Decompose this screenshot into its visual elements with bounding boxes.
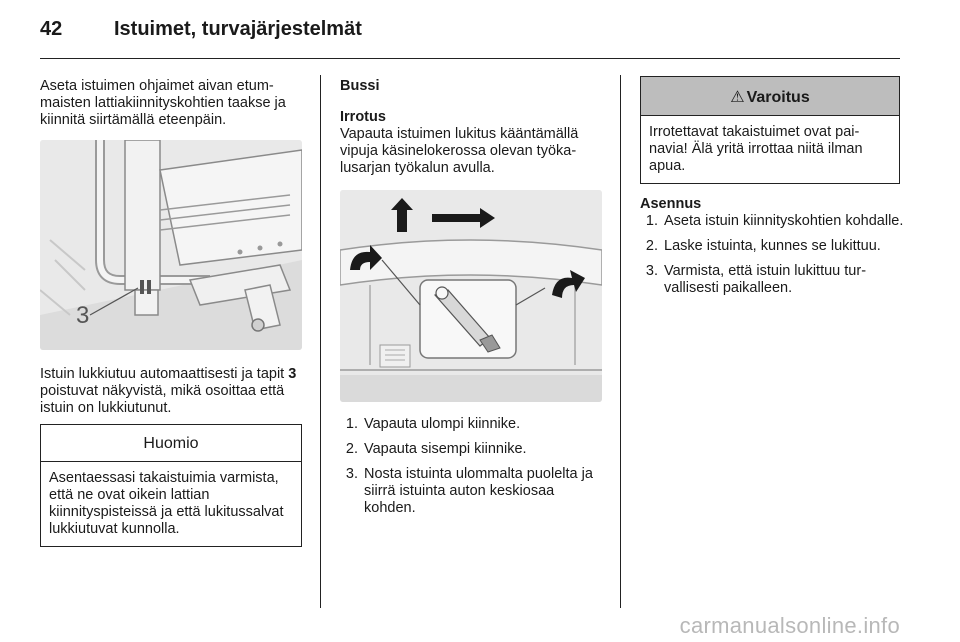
intro-paragraph: Aseta istuimen ohjaimet aivan etummaisten lattiakiinnityskohtien taakse ja kiinnitä siirtämällä eteenpäin.: [40, 78, 286, 128]
warning-box: [640, 76, 900, 184]
column-divider-1: [320, 75, 321, 608]
list-item: 2. Laske istuinta, kunnes se lukittuu.: [645, 238, 881, 254]
removal-title: Irrotus: [340, 109, 386, 125]
page-number: 42: [40, 18, 63, 40]
install-title: Asennus: [640, 196, 702, 212]
install-section: [640, 196, 904, 305]
note-title: Huomio: [41, 425, 301, 462]
warning-triangle-icon: ⚠: [730, 89, 745, 106]
column-divider-2: [620, 75, 621, 608]
callout-reference: 3: [288, 366, 297, 382]
lock-paragraph: Istuin lukkiutuu automaattisesti ja tapit 3 poistuvat näkyvistä, mikä osoittaa että istuin on lukkiutunut.: [40, 366, 297, 416]
site-watermark: carmanualsonline.info: [679, 613, 900, 638]
seat-release-drawing: [340, 190, 602, 402]
list-item: 3. Nosta istuinta ulommalta puolelta ja siirrä istuinta auton keskiosaa kohden.: [345, 466, 593, 516]
header-rule: [40, 58, 900, 59]
list-item: 3. Varmista, että istuin lukittuu turvallisesti paikalleen.: [645, 263, 867, 296]
seat-release-illustration: [340, 190, 602, 402]
warning-body: Irrotettavat takaistuimet ovat painavia! Älä yritä irrottaa niitä ilman apua.: [649, 124, 863, 174]
column-2: [340, 78, 602, 177]
note-box: [40, 424, 302, 547]
warning-title: Varoitus: [746, 89, 810, 106]
figure-callout-3: 3: [76, 302, 90, 329]
removal-text: Vapauta istuimen lukitus kääntämällä vipuja käsinelokerossa olevan työkalusarjan työkalun avulla.: [340, 126, 579, 176]
chapter-title: Istuimet, turvajärjestelmät: [114, 18, 362, 40]
list-item: 1. Aseta istuin kiinnityskohtien kohdalle.: [645, 213, 904, 229]
warning-header: [641, 77, 899, 116]
list-item: 1. Vapauta ulompi kiinnike.: [345, 416, 521, 432]
section-title-bussi: Bussi: [340, 78, 380, 94]
column-1: [40, 78, 302, 129]
list-item: 2. Vapauta sisempi kiinnike.: [345, 441, 527, 457]
page-header: [40, 18, 362, 48]
seat-anchor-illustration: [40, 140, 302, 350]
removal-steps: [340, 416, 608, 525]
note-body: Asentaessasi takaistuimia varmista, että ne ovat oikein lattian kiinnityspisteissä ja että lukitussalvat lukkiutuvat kunnolla.: [49, 470, 284, 537]
